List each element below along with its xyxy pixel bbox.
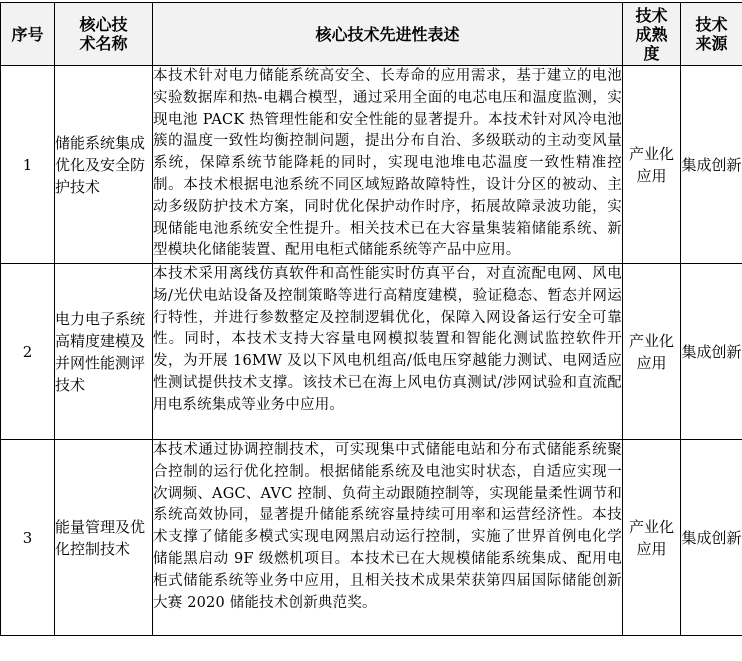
header-seq: 序号: [1, 3, 55, 66]
table-row: [1, 440, 742, 636]
core-technology-table: [0, 2, 742, 636]
row-tech-name: 储能系统集成优化及安全防护技术: [55, 66, 153, 264]
row-tech-name: 电力电子系统高精度建模及并网性能测评技术: [55, 264, 153, 440]
table-row: [1, 66, 742, 264]
row-tech-name: 能量管理及优化控制技术: [55, 440, 153, 636]
header-name: [55, 3, 153, 66]
row-description: 本技术针对电力储能系统高安全、长寿命的应用需求，基于建立的电池实验数据库和热-电耦合模型，通过采用全面的电芯电压和温度监测，实现电池 PACK 热管理性能和安全性能的显著提升。本技术针对风冷电池簇的温度一致性均衡控制问题，提出分布自治、多级联动的主动变风量系统，保障系统节能降耗的同时，实现电池堆电芯温度一致性精准控制。本技术根据电池系统不同区域短路故障特性，设计分区的被动、主动多级防护技术方案，同时优化保护动作时序，拓展故障录波功能，实现储能电池系统安全性提升。相关技术已在大容量集装箱储能系统、新型模块化储能装置、配用电柜式储能系统等产品中应用。: [153, 66, 623, 264]
header-maturity-text: 技术成熟度: [623, 6, 680, 63]
header-maturity: [623, 3, 681, 66]
header-desc: 核心技术先进性表述: [153, 3, 623, 66]
table-header-row: [1, 3, 742, 66]
row-description: 本技术通过协调控制技术，可实现集中式储能电站和分布式储能系统聚合控制的运行优化控制。根据储能系统及电池实时状态，自适应实现一次调频、AGC、AVC 控制、负荷主动跟随控制等，实现能量柔性调节和系统高效协同，显著提升储能系统容量持续可用率和运营经济性。本技术支撑了储能多模式实现电网黑启动运行控制，实施了世界首例电化学储能黑启动 9F 级燃机项目。本技术已在大规模储能系统集成、配用电柜式储能系统等业务中应用，且相关技术成果荣获第四届国际储能创新大赛 2020 储能技术创新典范奖。: [153, 440, 623, 636]
header-name-text: 核心技术名称: [55, 15, 152, 53]
header-source-text: 技术来源: [681, 15, 742, 53]
row-source: 集成创新: [681, 66, 742, 264]
row-description: 本技术采用离线仿真软件和高性能实时仿真平台，对直流配电网、风电场/光伏电站设备及控制策略等进行高精度建模，验证稳态、暂态并网运行特性，并进行参数整定及控制逻辑优化，保障入网设备运行安全可靠性。同时，本技术支持大容量电网模拟装置和智能化测试监控软件开发，为开展 16MW 及以下风电机组高/低电压穿越能力测试、电网适应性测试提供技术支撑。该技术已在海上风电仿真测试/涉网试验和直流配用电系统集成等业务中应用。: [153, 264, 623, 440]
row-source: 集成创新: [681, 440, 742, 636]
row-seq: 3: [1, 440, 55, 636]
row-maturity: 产业化应用: [623, 440, 681, 636]
row-seq: 1: [1, 66, 55, 264]
row-maturity: 产业化应用: [623, 264, 681, 440]
header-source: [681, 3, 742, 66]
row-source: 集成创新: [681, 264, 742, 440]
row-seq: 2: [1, 264, 55, 440]
row-maturity: 产业化应用: [623, 66, 681, 264]
table-row: [1, 264, 742, 440]
